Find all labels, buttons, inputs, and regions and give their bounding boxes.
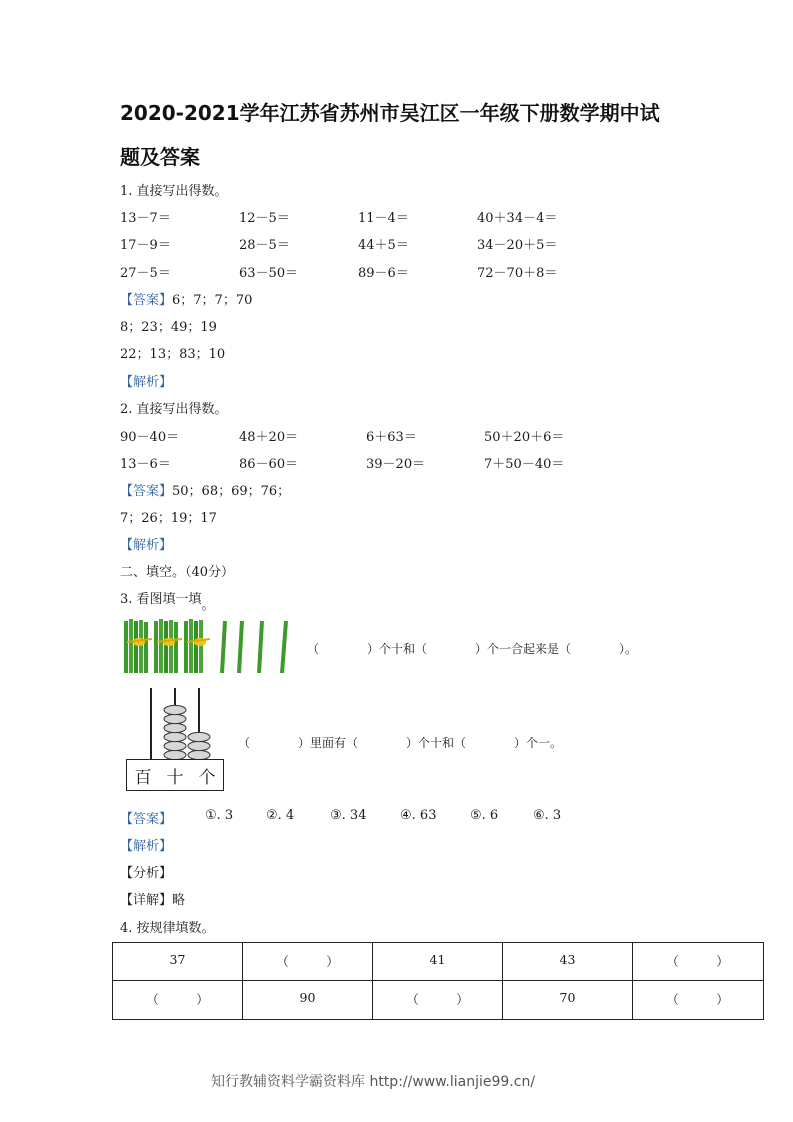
- q3-answer: [120, 808, 172, 827]
- answer-text: 22；13；83；10: [120, 347, 226, 362]
- sequence-table: [112, 942, 764, 1020]
- q3-sticks-sentence: （ ）个十和（ ）个一合起来是（ ）。: [307, 642, 638, 656]
- answer-item: ①. 3: [205, 808, 234, 823]
- q2-answer: [120, 480, 290, 499]
- q3-heading-period: 。: [201, 598, 215, 613]
- q1-problem: 12－5＝: [239, 211, 290, 226]
- q1-problem: 72－70＋8＝: [477, 266, 558, 281]
- answer-label: 【答案】: [120, 484, 173, 499]
- table-cell: 37: [169, 952, 186, 967]
- q1-problem: 27－5＝: [120, 266, 171, 281]
- q1-problem: 11－4＝: [358, 211, 409, 226]
- answer-label: 【答案】: [120, 293, 173, 308]
- answer-text: 50；68；69；76；: [172, 484, 291, 499]
- table-cell: （ ）: [406, 992, 469, 1007]
- analysis-label: 【解析】: [120, 538, 173, 553]
- q2-problem: 13－6＝: [120, 457, 171, 472]
- bundled-sticks-image: [122, 617, 292, 679]
- q1-problem: 40＋34－4＝: [477, 211, 558, 226]
- table-cell: 41: [429, 952, 446, 967]
- abacus-label-tens: 十: [166, 767, 184, 788]
- answer-item: ⑤. 6: [470, 808, 499, 823]
- q3-abacus-sentence: （ ）里面有（ ）个十和（ ）个一。: [238, 736, 563, 750]
- table-cell: （ ）: [276, 954, 339, 969]
- xiangjie-label: 【详解】略: [120, 893, 186, 908]
- table-cell: （ ）: [146, 992, 209, 1007]
- q2-problem: 50＋20＋6＝: [484, 430, 565, 445]
- table-cell: （ ）: [666, 954, 729, 969]
- ones-beads: [188, 732, 210, 759]
- q2-problem: 7＋50－40＝: [484, 457, 565, 472]
- analysis-label: 【解析】: [120, 375, 173, 390]
- analysis-label: 【解析】: [120, 839, 173, 854]
- q2-problem: 6＋63＝: [366, 430, 417, 445]
- q1-problem: 28－5＝: [239, 238, 290, 253]
- q2-problem: 86－60＝: [239, 457, 299, 472]
- q1-heading: 1. 直接写出得数。: [120, 184, 228, 199]
- answer-item: ②. 4: [266, 808, 295, 823]
- ones-bead: [188, 732, 210, 741]
- q3-heading-text: 3. 看图填一填: [120, 592, 202, 607]
- answer-text: 8；23；49；19: [120, 320, 217, 335]
- stick-bundle-3: [184, 619, 210, 673]
- answer-item: ⑥. 3: [533, 808, 562, 823]
- tens-bead: [164, 714, 186, 723]
- abacus-image: [126, 688, 226, 792]
- q1-problem: 89－6＝: [358, 266, 409, 281]
- q1-problem: 44＋5＝: [358, 238, 409, 253]
- tens-bead: [164, 732, 186, 741]
- q2-problem: 90－40＝: [120, 430, 180, 445]
- q1-problem: 63－50＝: [239, 266, 299, 281]
- page-title-line1: 2020-2021学年江苏省苏州市吴江区一年级下册数学期中试: [120, 101, 660, 125]
- q4-heading: 4. 按规律填数。: [120, 921, 215, 936]
- tens-beads: [164, 705, 186, 759]
- answer-item: ④. 63: [400, 808, 437, 823]
- tens-bead: [164, 741, 186, 750]
- page-title-line2: 题及答案: [120, 145, 200, 169]
- q2-heading: 2. 直接写出得数。: [120, 402, 228, 417]
- q2-problem: 48＋20＝: [239, 430, 299, 445]
- table-cell: 90: [299, 990, 316, 1005]
- footer-link[interactable]: 知行教辅资料学霸资料库 http://www.lianjie99.cn/: [211, 1074, 536, 1090]
- fenxi-label: 【分析】: [120, 866, 173, 881]
- answer-item: ③. 34: [330, 808, 367, 823]
- answer-text: 6；7；7；70: [172, 293, 253, 308]
- answer-label: 【答案】: [120, 812, 173, 827]
- tens-bead: [164, 723, 186, 732]
- tens-bead: [164, 705, 186, 714]
- abacus-label-hundreds: 百: [134, 767, 152, 788]
- table-cell: 70: [559, 990, 576, 1005]
- table-cell: （ ）: [666, 992, 729, 1007]
- q2-problem: 39－20＝: [366, 457, 426, 472]
- q1-answer: [120, 289, 252, 308]
- q1-problem: 17－9＝: [120, 238, 171, 253]
- single-sticks: [222, 621, 286, 673]
- stick-bundle-2: [154, 619, 182, 673]
- q1-problem: 34－20＋5＝: [477, 238, 558, 253]
- stick-bundle-1: [124, 619, 152, 673]
- answer-text: 7；26；19；17: [120, 511, 217, 526]
- q3-heading: [120, 588, 215, 613]
- ones-bead: [188, 741, 210, 750]
- abacus-label-ones: 个: [198, 767, 216, 788]
- table-cell: 43: [559, 952, 576, 967]
- abacus-label-box: [126, 759, 224, 791]
- q1-problem: 13－7＝: [120, 211, 171, 226]
- abacus-rods: [126, 688, 226, 760]
- section-heading: 二、填空。（40分）: [120, 565, 235, 580]
